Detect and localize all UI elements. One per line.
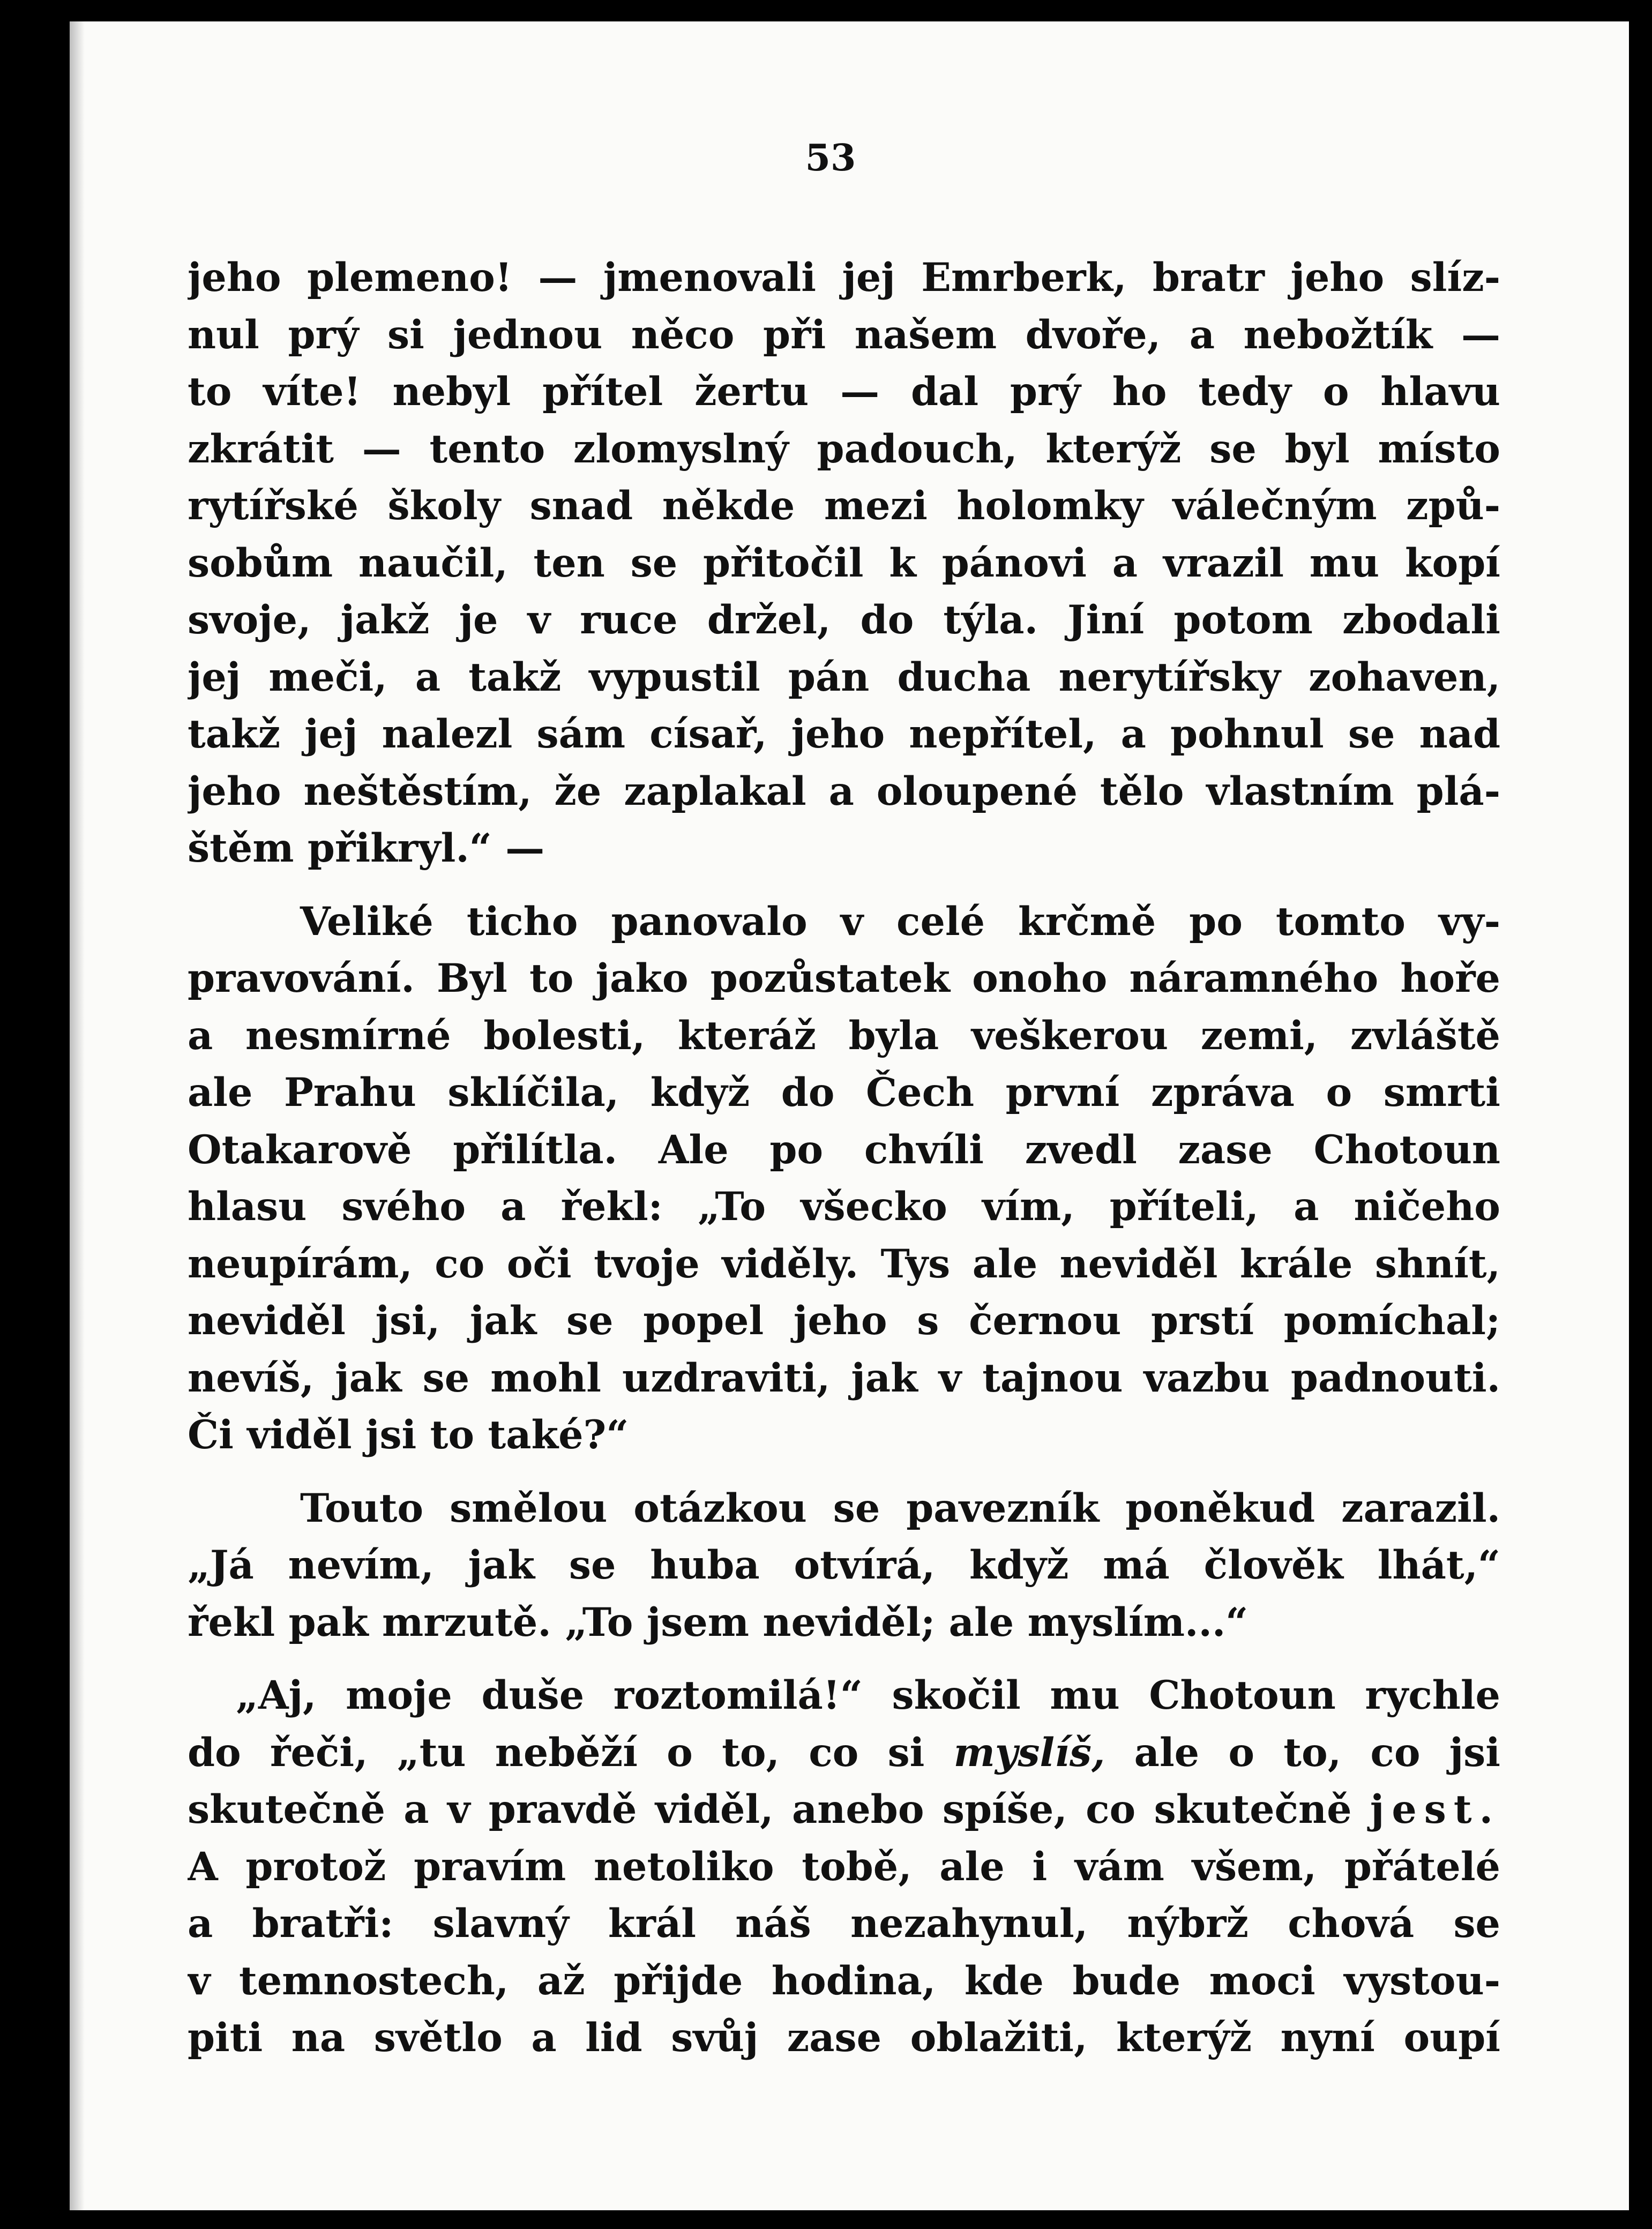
text-line: Veliké ticho panovalo v celé krčmě po tomto vy-: [300, 898, 1500, 945]
text-line: zkrátit — tento zlomyslný padouch, kterýž se byl místo: [188, 425, 1500, 472]
text-line: piti na světlo a lid svůj zase oblažiti, kterýž nyní oupí: [188, 2015, 1500, 2061]
body-text: [188, 249, 1500, 2067]
text-line: v temnostech, až přijde hodina, kde bude moci vystou-: [188, 1957, 1500, 2004]
page-edge-shadow: [70, 21, 85, 2210]
text-line: Či viděl jsi to také?“: [188, 1412, 629, 1458]
text-line: hlasu svého a řekl: „To všecko vím, příteli, a ničeho: [188, 1184, 1500, 1230]
paragraph: [188, 1480, 1500, 1651]
text-line: [188, 1781, 1500, 1838]
book-page: [70, 21, 1629, 2210]
text-line: [188, 1724, 1500, 1782]
text-line: jej meči, a takž vypustil pán ducha nerytířsky zohaven,: [188, 654, 1500, 700]
text-line: ale Prahu sklíčila, když do Čech první zpráva o smrti: [188, 1069, 1500, 1116]
text-line: pravování. Byl to jako pozůstatek onoho náramného hoře: [188, 955, 1500, 1001]
italic-word: myslíš,: [953, 1729, 1105, 1776]
text-fragment: ale o to, co jsi: [1134, 1729, 1500, 1776]
text-line: Otakarově přilítla. Ale po chvíli zvedl zase Chotoun: [188, 1126, 1500, 1173]
text-line: a bratři: slavný král náš nezahynul, nýbrž chová se: [188, 1901, 1500, 1947]
text-line: svoje, jakž je v ruce držel, do týla. Jiní potom zbodali: [188, 597, 1500, 643]
text-line: „Aj, moje duše roztomilá!“ skočil mu Chotoun rychle: [236, 1672, 1500, 1718]
text-line: sobům naučil, ten se přitočil k pánovi a vrazil mu kopí: [188, 540, 1500, 586]
text-line: rytířské školy snad někde mezi holomky válečným způ-: [188, 483, 1500, 529]
text-fragment: skutečně a v pravdě viděl, anebo spíše, co skutečně: [188, 1786, 1352, 1832]
text-line: jeho neštěstím, že zaplakal a oloupené tělo vlastním plá-: [188, 768, 1500, 814]
spaced-word: jest.: [1370, 1786, 1500, 1832]
text-line: neviděl jsi, jak se popel jeho s černou prstí pomíchal;: [188, 1298, 1500, 1344]
text-line: Touto smělou otázkou se pavezník poněkud zarazil.: [300, 1485, 1500, 1531]
text-line: A protož pravím netoliko tobě, ale i vám všem, přátelé: [188, 1843, 1500, 1890]
text-line: nevíš, jak se mohl uzdraviti, jak v tajnou vazbu padnouti.: [188, 1355, 1500, 1401]
text-line: neupírám, co oči tvoje viděly. Tys ale neviděl krále shnít,: [188, 1240, 1500, 1287]
paragraph: [188, 893, 1500, 1464]
text-line: jeho plemeno! — jmenovali jej Emrberk, bratr jeho slíz-: [188, 255, 1500, 301]
text-line: řekl pak mrzutě. „To jsem neviděl; ale myslím...“: [188, 1599, 1249, 1645]
text-line: štěm přikryl.“ —: [188, 825, 545, 871]
page-number: 53: [805, 137, 856, 179]
paragraph: [188, 249, 1500, 877]
paragraph: [188, 1667, 1500, 2067]
text-line: a nesmírné bolesti, kteráž byla veškerou zemi, zvláště: [188, 1012, 1500, 1059]
text-line: „Já nevím, jak se huba otvírá, když má člověk lhát,“: [188, 1542, 1500, 1588]
text-line: takž jej nalezl sám císař, jeho nepřítel, a pohnul se nad: [188, 711, 1500, 757]
text-line: to víte! nebyl přítel žertu — dal prý ho tedy o hlavu: [188, 369, 1500, 415]
text-line: nul prý si jednou něco při našem dvoře, a nebožtík —: [188, 311, 1500, 358]
text-fragment: do řeči, „tu neběží o to, co si: [188, 1729, 925, 1776]
